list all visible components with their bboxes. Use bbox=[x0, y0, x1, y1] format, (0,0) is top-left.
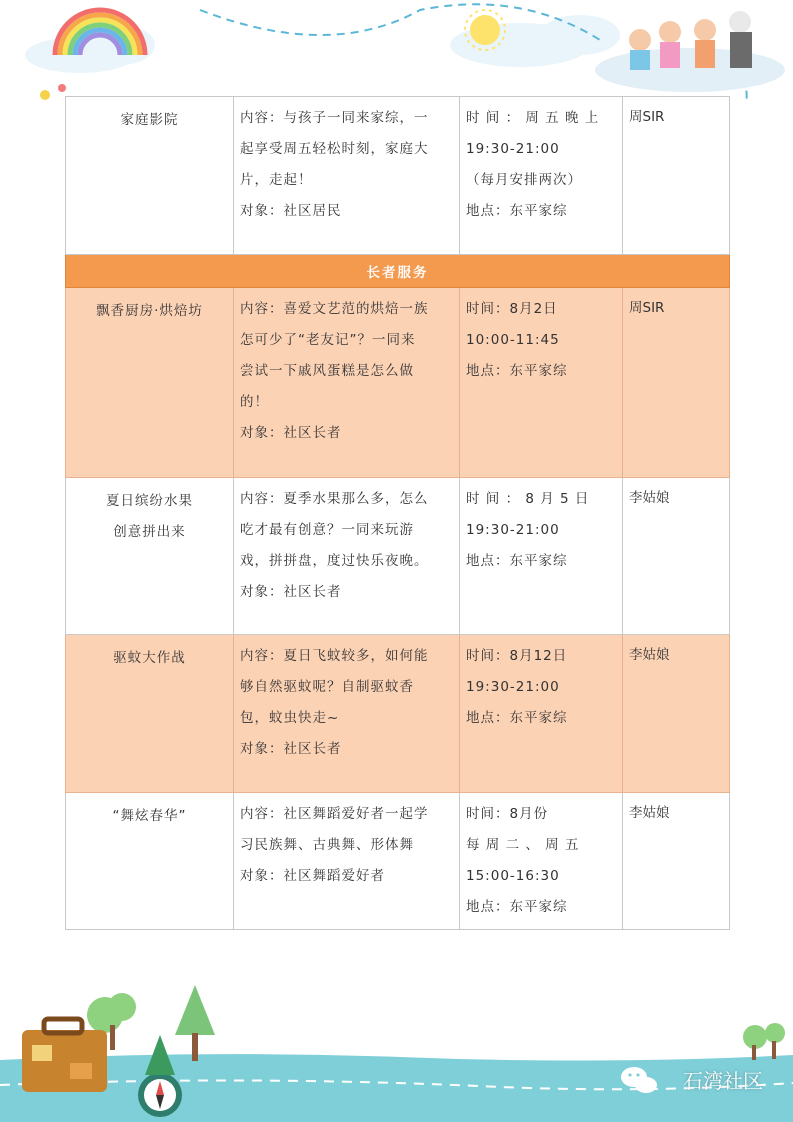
time-cell bbox=[460, 635, 623, 793]
flower-icon bbox=[40, 84, 66, 100]
content-cell bbox=[234, 478, 460, 635]
time-cell bbox=[460, 288, 623, 478]
staff-cell bbox=[623, 478, 730, 635]
activity-name: “舞炫春华” bbox=[112, 808, 187, 824]
content-cell-line: 习民族舞、古典舞、形体舞 bbox=[240, 837, 414, 853]
location: 地点：东平家综 bbox=[466, 710, 568, 726]
time-cell-line: （每月安排两次） bbox=[466, 172, 582, 188]
content-cell-line: 包，蚊虫快走~ bbox=[240, 710, 340, 726]
target-audience: 对象：社区长者 bbox=[240, 741, 342, 757]
activity-name-cell bbox=[66, 793, 234, 930]
location: 地点：东平家综 bbox=[466, 363, 568, 379]
activity-name: 创意拼出来 bbox=[113, 524, 186, 540]
time-cell bbox=[460, 478, 623, 635]
time-cell-line: 时 间 ： 8 月 5 日 bbox=[466, 491, 590, 507]
content-cell-line: 怎可少了“老友记”？一同来 bbox=[240, 332, 416, 348]
table-row bbox=[66, 793, 730, 930]
staff-name: 周SIR bbox=[629, 300, 665, 316]
location: 地点：东平家综 bbox=[466, 899, 568, 915]
content-cell-line: 内容：夏日飞蚊较多，如何能 bbox=[240, 648, 429, 664]
content-cell-line: 内容：夏季水果那么多，怎么 bbox=[240, 491, 429, 507]
time-cell-line: 15:00-16:30 bbox=[466, 868, 560, 884]
content-cell-line: 尝试一下戚风蛋糕是怎么做 bbox=[240, 363, 414, 379]
content-cell-line: 内容：社区舞蹈爱好者一起学 bbox=[240, 806, 429, 822]
table-row bbox=[66, 478, 730, 635]
section-title: 长者服务 bbox=[66, 255, 730, 288]
table-row bbox=[66, 288, 730, 478]
airplane-family-icon bbox=[595, 11, 785, 92]
staff-cell bbox=[623, 635, 730, 793]
staff-cell bbox=[623, 288, 730, 478]
suitcase-icon bbox=[22, 1019, 107, 1092]
time-cell-line: 每 周 二 、 周 五 bbox=[466, 837, 580, 853]
time-cell bbox=[460, 97, 623, 255]
activity-name-cell bbox=[66, 478, 234, 635]
content-cell bbox=[234, 635, 460, 793]
bottom-decoration bbox=[0, 975, 793, 1122]
staff-name: 李姑娘 bbox=[629, 647, 670, 663]
watermark-text: 石湾社区 bbox=[683, 1069, 763, 1093]
content-cell bbox=[234, 97, 460, 255]
content-cell-line: 够自然驱蚊呢？自制驱蚊香 bbox=[240, 679, 414, 695]
watermark bbox=[683, 1065, 763, 1094]
activity-name-cell bbox=[66, 635, 234, 793]
time-cell-line: 19:30-21:00 bbox=[466, 141, 560, 157]
time-cell-line: 19:30-21:00 bbox=[466, 522, 560, 538]
time-cell-line: 10:00-11:45 bbox=[466, 332, 560, 348]
staff-name: 李姑娘 bbox=[629, 805, 670, 821]
staff-cell bbox=[623, 793, 730, 930]
top-decoration bbox=[0, 0, 793, 100]
section-header-row bbox=[66, 255, 730, 288]
activity-name-cell bbox=[66, 288, 234, 478]
table-row bbox=[66, 635, 730, 793]
target-audience: 对象：社区长者 bbox=[240, 425, 342, 441]
content-cell-line: 起享受周五轻松时刻，家庭大 bbox=[240, 141, 429, 157]
activity-name: 驱蚊大作战 bbox=[113, 650, 186, 666]
activity-schedule-table bbox=[65, 96, 730, 930]
time-cell-line: 时间：8月2日 bbox=[466, 301, 558, 317]
content-cell bbox=[234, 793, 460, 930]
target-audience: 对象：社区舞蹈爱好者 bbox=[240, 868, 385, 884]
tree-icon bbox=[87, 985, 785, 1061]
table-row bbox=[66, 97, 730, 255]
time-cell bbox=[460, 793, 623, 930]
content-cell-line: 内容：喜爱文艺范的烘焙一族 bbox=[240, 301, 429, 317]
staff-name: 周SIR bbox=[629, 109, 665, 125]
content-cell-line: 片，走起！ bbox=[240, 172, 313, 188]
location: 地点：东平家综 bbox=[466, 203, 568, 219]
time-cell-line: 时间：8月12日 bbox=[466, 648, 568, 664]
content-cell-line: 戏，拼拼盘，度过快乐夜晚。 bbox=[240, 553, 429, 569]
content-cell-line: 内容：与孩子一同来家综，一 bbox=[240, 110, 429, 126]
content-cell-line: 吃才最有创意？一同来玩游 bbox=[240, 522, 414, 538]
activity-name: 飘香厨房·烘焙坊 bbox=[96, 303, 203, 319]
target-audience: 对象：社区居民 bbox=[240, 203, 342, 219]
target-audience: 对象：社区长者 bbox=[240, 584, 342, 600]
location: 地点：东平家综 bbox=[466, 553, 568, 569]
activity-name-cell bbox=[66, 97, 234, 255]
activity-name: 家庭影院 bbox=[120, 112, 179, 128]
staff-cell bbox=[623, 97, 730, 255]
time-cell-line: 19:30-21:00 bbox=[466, 679, 560, 695]
staff-name: 李姑娘 bbox=[629, 490, 670, 506]
activity-name: 夏日缤纷水果 bbox=[106, 493, 193, 509]
content-cell-line: 的！ bbox=[240, 394, 269, 410]
content-cell bbox=[234, 288, 460, 478]
time-cell-line: 时 间 ： 周 五 晚 上 bbox=[466, 110, 600, 126]
time-cell-line: 时间：8月份 bbox=[466, 806, 549, 822]
